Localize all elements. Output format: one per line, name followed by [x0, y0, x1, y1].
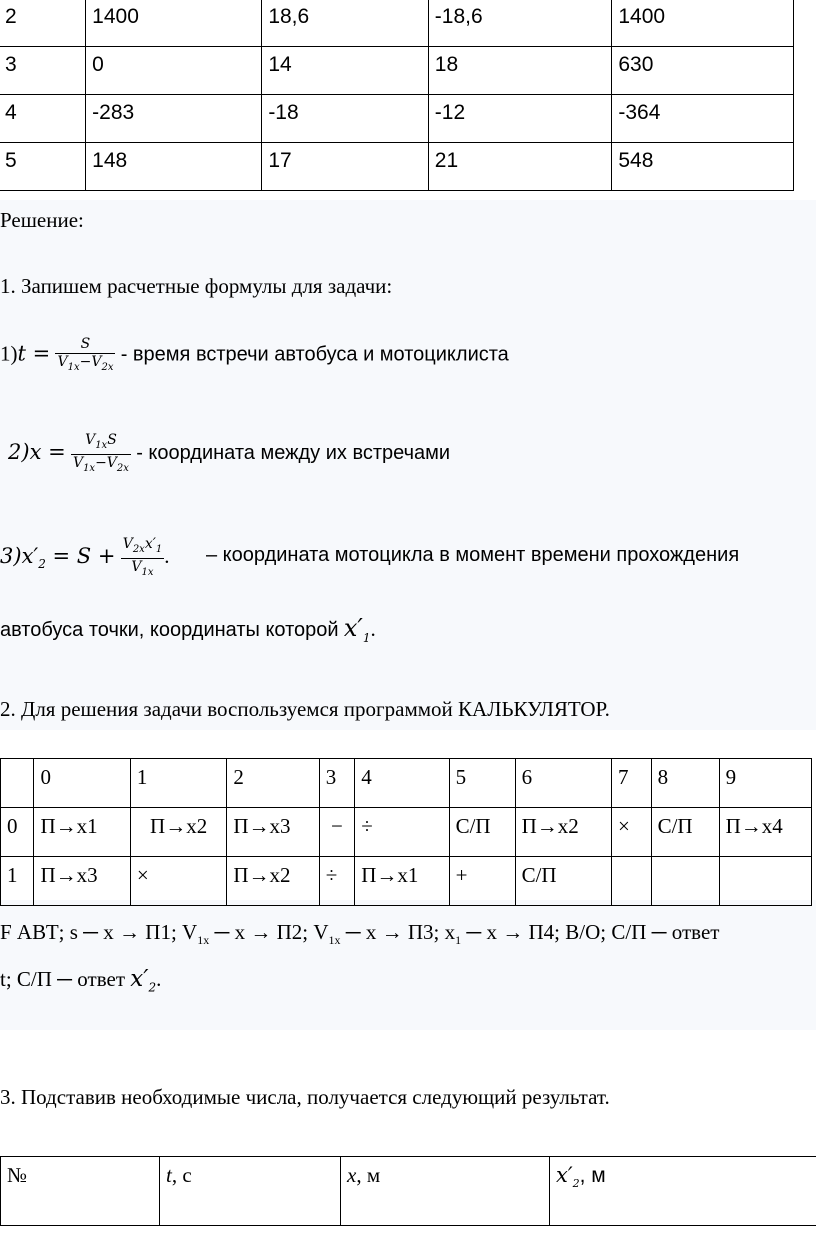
table-cell: -12: [428, 95, 612, 143]
program-cell: ÷: [319, 857, 355, 906]
step-3: 3. Подставив необходимые числа, получается следующий результат.: [0, 1085, 610, 1109]
program-cell: [719, 857, 811, 906]
program-cell: 1: [1, 857, 34, 906]
program-table-row: [1, 808, 812, 857]
header-number: №: [1, 1157, 160, 1226]
program-cell: П→x4: [719, 808, 811, 857]
formula-3-cont-text: автобуса точки, координаты которой: [0, 619, 339, 641]
table-row: [0, 95, 794, 143]
formula-3-text: – координата мотоцикла в момент времени прохождения: [206, 544, 740, 566]
program-cell: П→x2: [227, 857, 319, 906]
program-cell: 2: [227, 759, 319, 808]
program-cell: 6: [515, 759, 611, 808]
table-cell: -18: [262, 95, 428, 143]
formula-2-prefix: 2): [8, 440, 30, 465]
table-row: [0, 143, 794, 191]
program-cell: 0: [34, 759, 130, 808]
program-cell: ×: [611, 808, 651, 857]
program-cell: ÷: [355, 808, 449, 857]
table-cell: 17: [262, 143, 428, 191]
program-cell: 0: [1, 808, 34, 857]
formula-2: 2)x = $\frac{V_{1x}S}{V_{1x}-V_{2x}}$ - координата между их встречами: [8, 432, 450, 477]
table-cell: -283: [86, 95, 262, 143]
program-cell: П→x3: [227, 808, 319, 857]
table-cell: 548: [612, 143, 794, 191]
table-cell: 21: [428, 143, 612, 191]
solution-heading: Решение:: [0, 208, 84, 232]
formula-1-fraction: $\frac{S}{V_{1x}-V_{2x}}$: [57, 336, 114, 373]
formula-3: $3)x'_2 = S$ + $\frac{V_{2x}x'_1}{V_{1x}}$ . – координата мотоцикла в момент времени прохождения: [0, 536, 816, 581]
formula-2-text: - координата между их встречами: [136, 442, 451, 465]
table-cell: -18,6: [428, 0, 612, 47]
table-cell: 0: [86, 47, 262, 95]
result-table-header: [1, 1157, 816, 1226]
table-cell: 630: [612, 47, 794, 95]
table-cell: 18,6: [262, 0, 428, 47]
program-cell: П→x2: [515, 808, 611, 857]
table-cell: 5: [0, 143, 86, 191]
program-cell: С/П: [651, 808, 719, 857]
program-cell: 7: [611, 759, 651, 808]
program-cell: [1, 759, 34, 808]
program-table: [0, 758, 812, 906]
table-cell: 4: [0, 95, 86, 143]
data-table-top: [0, 0, 794, 191]
table-cell: 18: [428, 47, 612, 95]
program-description-line-2: t; С/П ─ ответ $x'_2$.: [0, 966, 162, 995]
formula-1-text: - время встречи автобуса и мотоциклиста: [120, 343, 509, 366]
header-t: [160, 1157, 341, 1226]
table-row: [0, 47, 794, 95]
formula-2-fraction: $\frac{V_{1x}S}{V_{1x}-V_{2x}}$: [72, 432, 129, 474]
table-row: [0, 0, 794, 47]
program-cell: 5: [449, 759, 515, 808]
formula-3-continued: автобуса точки, координаты которой $x'_1$.: [0, 614, 376, 645]
step-1: 1. Запишем расчетные формулы для задачи:: [0, 274, 393, 298]
program-cell: С/П: [515, 857, 611, 906]
program-table-header: [1, 759, 812, 808]
table-cell: 2: [0, 0, 86, 47]
program-cell: 8: [651, 759, 719, 808]
program-table-row: [1, 857, 812, 906]
program-cell: [611, 857, 651, 906]
program-cell: П→x1: [34, 808, 130, 857]
program-cell: 3: [319, 759, 355, 808]
table-cell: 148: [86, 143, 262, 191]
program-cell: 1: [130, 759, 226, 808]
header-x-unit: , м: [356, 1163, 381, 1187]
header-x2-unit: , м: [579, 1164, 606, 1187]
header-x2: $x'_2$, м: [550, 1157, 816, 1226]
result-table: [0, 1156, 816, 1226]
header-x: [341, 1157, 550, 1226]
formula-1-prefix: 1): [0, 341, 18, 366]
table-cell: -364: [612, 95, 794, 143]
table-cell: 14: [262, 47, 428, 95]
header-t-unit: , с: [171, 1163, 192, 1187]
table-cell: 1400: [86, 0, 262, 47]
program-cell: 4: [355, 759, 449, 808]
program-cell: [651, 857, 719, 906]
program-cell: −: [319, 808, 355, 857]
table-cell: 3: [0, 47, 86, 95]
program-cell: С/П: [449, 808, 515, 857]
step-2: 2. Для решения задачи воспользуемся программой КАЛЬКУЛЯТОР.: [0, 697, 610, 721]
program-cell: П→x3: [34, 857, 130, 906]
program-cell: П→x1: [355, 857, 449, 906]
header-x-symbol: x: [347, 1163, 357, 1187]
program-cell: ×: [130, 857, 226, 906]
program-text-2: t; С/П ─ ответ: [0, 967, 125, 991]
table-cell: 1400: [612, 0, 794, 47]
header-t-symbol: t: [166, 1163, 172, 1187]
formula-1: 1)t = $\frac{S}{V_{1x}-V_{2x}}$ - время встречи автобуса и мотоциклиста: [0, 336, 509, 376]
program-cell: П→x2: [130, 808, 226, 857]
program-text-1: F АВТ; s ─ x → П1; V: [0, 920, 198, 944]
formula-3-prefix: 3): [0, 544, 22, 569]
formula-3-fraction: $\frac{V_{2x}x'_1}{V_{1x}}$: [122, 536, 163, 578]
program-cell: 9: [719, 759, 811, 808]
program-cell: +: [449, 857, 515, 906]
program-description-line-1: F АВТ; s ─ x → П1; $V_{1x}$ ─ x → П2; $V_{1x}$ ─ x → П3; $x_1$ ─ x → П4; В/О; С/П ─ ответ: [0, 920, 720, 948]
